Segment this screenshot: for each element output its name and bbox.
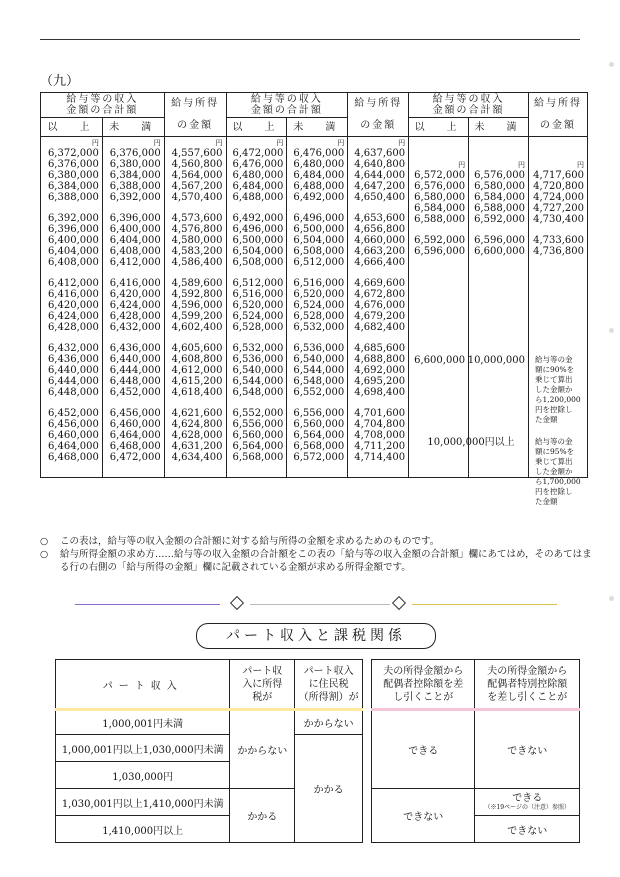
yen-unit: 円 xyxy=(337,139,345,147)
value-group xyxy=(43,343,99,398)
b3-income-list xyxy=(531,161,584,257)
col-b1-under xyxy=(102,137,164,478)
amount-cell: 6,444,000 xyxy=(109,365,161,376)
value-group xyxy=(105,213,161,268)
amount-cell: 4,692,000 xyxy=(354,365,406,376)
value-group xyxy=(229,343,284,398)
col-b2-income xyxy=(348,137,409,478)
amount-cell: 4,602,400 xyxy=(171,322,223,333)
value-group xyxy=(350,278,405,333)
amount-cell: 6,464,000 xyxy=(109,430,161,441)
amount-cell: 6,404,000 xyxy=(109,235,161,246)
amount-cell: 4,663,200 xyxy=(354,246,406,257)
amount-cell: 6,584,000 xyxy=(414,203,466,214)
row-over-1410000: 1,410,000円以上 xyxy=(56,816,230,843)
amount-cell: 6,392,000 xyxy=(47,213,99,224)
amount-cell: 6,416,000 xyxy=(47,289,99,300)
amount-cell: 6,544,000 xyxy=(232,376,284,387)
amount-cell: 6,376,000 xyxy=(47,159,99,170)
income-table xyxy=(40,92,588,506)
amount-cell: 6,484,000 xyxy=(232,181,284,192)
header-under: 未 満 xyxy=(469,118,529,137)
amount-cell: 6,436,000 xyxy=(109,343,161,354)
amount-cell: 6,440,000 xyxy=(47,365,99,376)
value-group xyxy=(43,213,99,268)
amount-cell: 6,532,000 xyxy=(232,343,284,354)
amount-cell: 6,420,000 xyxy=(109,289,161,300)
value-group xyxy=(105,278,161,333)
amount-cell: 4,730,400 xyxy=(533,214,584,225)
col-b1-from xyxy=(41,137,103,478)
amount-cell: 4,615,200 xyxy=(171,376,223,387)
amount-cell: 6,576,000 xyxy=(474,170,525,181)
b3-from-list xyxy=(411,161,465,257)
binding-hole xyxy=(609,62,614,67)
amount-cell: 6,556,000 xyxy=(232,419,284,430)
part-income-table xyxy=(55,659,363,843)
amount-cell: 6,448,000 xyxy=(109,376,161,387)
amount-cell: 4,672,800 xyxy=(354,289,406,300)
yen-unit: 円 xyxy=(458,161,466,169)
header-income-3: 給与所得 の金額 xyxy=(528,93,587,137)
amount-cell: 6,444,000 xyxy=(47,376,99,387)
header-gross-2: 給与等の収入 金額の合計額 xyxy=(226,93,348,118)
header-resident-tax: パート収入 に住民税 （所得割）が xyxy=(295,660,363,710)
amount-cell: 6,456,000 xyxy=(109,408,161,419)
header-gross-3: 給与等の収入 金額の合計額 xyxy=(409,93,529,118)
value-group xyxy=(167,148,223,203)
yen-unit: 円 xyxy=(517,161,525,169)
amount-cell: 6,456,000 xyxy=(47,419,99,430)
amount-cell: 4,656,800 xyxy=(354,224,406,235)
value-group xyxy=(289,408,344,463)
amount-cell: 4,596,000 xyxy=(171,300,223,311)
amount-cell: 4,717,600 xyxy=(533,170,584,181)
amount-cell: 4,685,600 xyxy=(354,343,406,354)
amount-cell: 6,540,000 xyxy=(232,365,284,376)
amount-cell: 4,599,200 xyxy=(171,311,223,322)
value-group xyxy=(43,278,99,333)
amount-cell: 6,600,000 xyxy=(474,246,525,257)
amount-cell: 6,404,000 xyxy=(47,246,99,257)
amount-cell: 4,576,800 xyxy=(171,224,223,235)
amount-cell: 6,520,000 xyxy=(293,289,345,300)
amount-cell: 4,669,600 xyxy=(354,278,406,289)
amount-cell: 6,556,000 xyxy=(293,408,345,419)
amount-cell: 4,653,600 xyxy=(354,213,406,224)
amount-cell: 6,560,000 xyxy=(293,419,345,430)
amount-cell: 6,492,000 xyxy=(232,213,284,224)
value-group xyxy=(289,278,344,333)
header-income-tax: パート収 入に所得 税が xyxy=(230,660,295,710)
amount-cell: 4,564,000 xyxy=(171,170,223,181)
value-group xyxy=(229,213,284,268)
reference-note: （※19ページの（注意）参照） xyxy=(484,803,570,811)
value-group xyxy=(350,408,405,463)
value-group xyxy=(411,170,465,225)
amount-cell: 4,666,400 xyxy=(354,257,406,268)
diamond-icon xyxy=(392,596,406,610)
amount-cell: 4,608,800 xyxy=(171,354,223,365)
amount-cell: 6,472,000 xyxy=(232,148,284,159)
amount-cell: 4,695,200 xyxy=(354,376,406,387)
header-under: 未 満 xyxy=(287,118,348,137)
amount-cell: 6,380,000 xyxy=(47,170,99,181)
resident-tax-taxed: かかる xyxy=(295,735,363,843)
amount-cell: 6,568,000 xyxy=(232,452,284,463)
diamond-icon xyxy=(230,596,244,610)
value-group xyxy=(471,170,525,225)
amount-cell: 6,508,000 xyxy=(232,257,284,268)
note-2: ○ 給与所得金額の求め方……給与等の収入金額の合計額をこの表の「給与等の収入金額の合計額」欄にあてはめ，そのあてはまる行の右側の「給与所得の金額」欄に記載されている金額が求める所得金額です。 xyxy=(40,549,592,573)
amount-cell: 4,679,200 xyxy=(354,311,406,322)
header-special-deduction: 夫の所得金額から 配偶者特別控除額 を差し引くことが xyxy=(475,660,580,710)
value-group xyxy=(350,213,405,268)
amount-cell: 6,416,000 xyxy=(109,278,161,289)
amount-cell: 6,400,000 xyxy=(109,224,161,235)
amount-cell: 4,567,200 xyxy=(171,181,223,192)
header-income-1: 給与所得 の金額 xyxy=(164,93,226,137)
amount-cell: 6,480,000 xyxy=(232,170,284,181)
deduction-table xyxy=(371,659,580,843)
amount-cell: 6,380,000 xyxy=(109,159,161,170)
amount-cell: 4,644,000 xyxy=(354,170,406,181)
amount-cell: 6,396,000 xyxy=(47,224,99,235)
value-group xyxy=(167,213,223,268)
amount-cell: 6,568,000 xyxy=(293,441,345,452)
binding-hole xyxy=(609,596,614,601)
amount-cell: 6,420,000 xyxy=(47,300,99,311)
amount-cell: 6,560,000 xyxy=(232,430,284,441)
amount-cell: 6,484,000 xyxy=(293,170,345,181)
divider-mid xyxy=(250,604,390,605)
amount-cell: 6,452,000 xyxy=(109,387,161,398)
col-b2-from xyxy=(226,137,287,478)
amount-cell: 6,440,000 xyxy=(109,354,161,365)
amount-cell: 6,596,000 xyxy=(414,246,466,257)
col-b1-income xyxy=(164,137,226,478)
header-spouse-deduction: 夫の所得金額から 配偶者控除額を差 し引くことが xyxy=(372,660,475,710)
amount-cell: 6,468,000 xyxy=(109,441,161,452)
spouse-deduction-cannot: できない xyxy=(372,789,475,843)
amount-cell: 6,528,000 xyxy=(293,311,345,322)
amount-cell: 4,557,600 xyxy=(171,148,223,159)
income-tax-taxed: かかる xyxy=(230,789,295,843)
amount-cell: 6,536,000 xyxy=(232,354,284,365)
value-group xyxy=(350,343,405,398)
amount-cell: 6,480,000 xyxy=(293,159,345,170)
amount-cell: 6,552,000 xyxy=(232,408,284,419)
amount-cell: 4,704,800 xyxy=(354,419,406,430)
amount-cell: 6,504,000 xyxy=(293,235,345,246)
amount-cell: 4,711,200 xyxy=(354,441,406,452)
header-gross-1: 給与等の収入 金額の合計額 xyxy=(41,93,165,118)
amount-cell: 4,570,400 xyxy=(171,192,223,203)
amount-cell: 4,589,600 xyxy=(171,278,223,289)
amount-cell: 6,408,000 xyxy=(47,257,99,268)
col-b2-under xyxy=(287,137,348,478)
range-under: 10,000,000 xyxy=(467,355,525,366)
amount-cell: 4,605,600 xyxy=(171,343,223,354)
value-group xyxy=(531,235,584,257)
amount-cell: 4,676,000 xyxy=(354,300,406,311)
value-group xyxy=(43,408,99,463)
amount-cell: 6,516,000 xyxy=(293,278,345,289)
amount-cell: 6,428,000 xyxy=(109,311,161,322)
amount-cell: 6,592,000 xyxy=(474,214,525,225)
amount-cell: 6,580,000 xyxy=(414,192,466,203)
amount-cell: 6,464,000 xyxy=(47,441,99,452)
amount-cell: 6,572,000 xyxy=(293,452,345,463)
amount-cell: 4,560,800 xyxy=(171,159,223,170)
header-from: 以 上 xyxy=(409,118,469,137)
value-group xyxy=(229,148,284,203)
amount-cell: 6,452,000 xyxy=(47,408,99,419)
value-group xyxy=(43,148,99,203)
amount-cell: 6,400,000 xyxy=(47,235,99,246)
value-group xyxy=(105,343,161,398)
amount-cell: 4,698,400 xyxy=(354,387,406,398)
amount-cell: 6,584,000 xyxy=(474,192,525,203)
amount-cell: 4,682,400 xyxy=(354,322,406,333)
amount-cell: 6,496,000 xyxy=(293,213,345,224)
income-tax-not-taxed: かからない xyxy=(230,710,295,789)
amount-cell: 6,524,000 xyxy=(293,300,345,311)
divider-left xyxy=(75,604,220,605)
amount-cell: 6,516,000 xyxy=(232,289,284,300)
col-b3-income xyxy=(528,137,587,506)
amount-cell: 4,624,800 xyxy=(171,419,223,430)
special-deduction-cannot-2: できない xyxy=(475,816,580,843)
amount-cell: 4,583,200 xyxy=(171,246,223,257)
amount-cell: 6,388,000 xyxy=(109,181,161,192)
amount-cell: 6,392,000 xyxy=(109,192,161,203)
amount-cell: 6,588,000 xyxy=(474,203,525,214)
amount-cell: 6,564,000 xyxy=(232,441,284,452)
amount-cell: 6,500,000 xyxy=(232,235,284,246)
amount-cell: 6,532,000 xyxy=(293,322,345,333)
part-income-title: パート収入と課税関係 xyxy=(196,623,436,649)
amount-cell: 6,508,000 xyxy=(293,246,345,257)
yen-unit: 円 xyxy=(398,139,406,147)
amount-cell: 4,612,000 xyxy=(171,365,223,376)
amount-cell: 6,460,000 xyxy=(109,419,161,430)
value-group xyxy=(105,408,161,463)
special-can-label: できる xyxy=(512,792,543,804)
amount-cell: 6,592,000 xyxy=(414,235,466,246)
range-from: 6,600,000 xyxy=(414,355,466,366)
amount-cell: 4,660,000 xyxy=(354,235,406,246)
amount-cell: 6,500,000 xyxy=(293,224,345,235)
amount-cell: 6,580,000 xyxy=(474,181,525,192)
yen-unit: 円 xyxy=(91,139,99,147)
amount-cell: 4,650,400 xyxy=(354,192,406,203)
section-label: （九） xyxy=(40,74,80,89)
value-group xyxy=(105,148,161,203)
special-deduction-can xyxy=(475,789,580,816)
amount-cell: 4,701,600 xyxy=(354,408,406,419)
amount-cell: 6,548,000 xyxy=(232,387,284,398)
amount-cell: 6,544,000 xyxy=(293,365,345,376)
amount-cell: 6,372,000 xyxy=(47,148,99,159)
amount-cell: 4,688,800 xyxy=(354,354,406,365)
value-group xyxy=(289,213,344,268)
value-group xyxy=(471,235,525,257)
value-group xyxy=(411,235,465,257)
divider-right xyxy=(412,604,557,605)
amount-cell: 6,496,000 xyxy=(232,224,284,235)
yen-unit: 円 xyxy=(153,139,161,147)
amount-cell: 6,468,000 xyxy=(47,452,99,463)
header-part-income: パート収入 xyxy=(56,660,230,710)
amount-cell: 4,586,400 xyxy=(171,257,223,268)
b3-under-list xyxy=(471,161,525,257)
special-deduction-cannot: できない xyxy=(475,710,580,789)
amount-cell: 4,628,000 xyxy=(171,430,223,441)
amount-cell: 4,736,800 xyxy=(533,246,584,257)
amount-cell: 6,520,000 xyxy=(232,300,284,311)
amount-cell: 6,528,000 xyxy=(232,322,284,333)
amount-cell: 4,637,600 xyxy=(354,148,406,159)
amount-cell: 4,621,600 xyxy=(171,408,223,419)
amount-cell: 6,432,000 xyxy=(47,343,99,354)
amount-cell: 6,572,000 xyxy=(414,170,466,181)
yen-unit: 円 xyxy=(215,139,223,147)
amount-cell: 4,640,800 xyxy=(354,159,406,170)
top-rule xyxy=(40,39,580,40)
amount-cell: 6,448,000 xyxy=(47,387,99,398)
amount-cell: 6,432,000 xyxy=(109,322,161,333)
amount-cell: 6,412,000 xyxy=(109,257,161,268)
value-group xyxy=(531,170,584,225)
amount-cell: 6,536,000 xyxy=(293,343,345,354)
amount-cell: 6,492,000 xyxy=(293,192,345,203)
amount-cell: 6,476,000 xyxy=(293,148,345,159)
amount-cell: 6,428,000 xyxy=(47,322,99,333)
amount-cell: 6,396,000 xyxy=(109,213,161,224)
amount-cell: 4,592,800 xyxy=(171,289,223,300)
amount-cell: 4,573,600 xyxy=(171,213,223,224)
over-note: 給与等の金 額に95%を 乗じて算出 した金額か ら1,700,000 円を控除し た金額 xyxy=(534,437,581,506)
row-1000001-1030000: 1,000,001円以上1,030,000円未満 xyxy=(56,735,230,762)
range-note: 給与等の金 額に90%を 乗じて算出 した金額か ら1,200,000 円を控除し た金額 xyxy=(534,355,581,424)
amount-cell: 4,714,400 xyxy=(354,452,406,463)
amount-cell: 6,512,000 xyxy=(293,257,345,268)
amount-cell: 6,540,000 xyxy=(293,354,345,365)
spouse-deduction-can: できる xyxy=(372,710,475,789)
amount-cell: 6,472,000 xyxy=(109,452,161,463)
binding-hole xyxy=(609,328,614,333)
row-1030000: 1,030,000円 xyxy=(56,762,230,789)
amount-cell: 4,724,000 xyxy=(533,192,584,203)
amount-cell: 4,647,200 xyxy=(354,181,406,192)
amount-cell: 6,436,000 xyxy=(47,354,99,365)
amount-cell: 6,376,000 xyxy=(109,148,161,159)
amount-cell: 4,634,400 xyxy=(171,452,223,463)
amount-cell: 6,504,000 xyxy=(232,246,284,257)
amount-cell: 6,384,000 xyxy=(109,170,161,181)
amount-cell: 4,708,000 xyxy=(354,430,406,441)
amount-cell: 6,460,000 xyxy=(47,430,99,441)
amount-cell: 6,596,000 xyxy=(474,235,525,246)
amount-cell: 4,720,800 xyxy=(533,181,584,192)
amount-cell: 4,733,600 xyxy=(533,235,584,246)
yen-unit: 円 xyxy=(276,139,284,147)
notes xyxy=(40,535,596,574)
amount-cell: 6,552,000 xyxy=(293,387,345,398)
value-group xyxy=(229,408,284,463)
value-group xyxy=(289,343,344,398)
value-group xyxy=(167,343,223,398)
value-group xyxy=(167,408,223,463)
resident-tax-not-taxed: かからない xyxy=(295,710,363,735)
header-from: 以 上 xyxy=(226,118,287,137)
over-label: 10,000,000円以上 xyxy=(427,437,515,448)
value-group xyxy=(229,278,284,333)
amount-cell: 4,580,000 xyxy=(171,235,223,246)
amount-cell: 6,488,000 xyxy=(232,192,284,203)
row-1030001-1410000: 1,030,001円以上1,410,000円未満 xyxy=(56,789,230,816)
amount-cell: 6,488,000 xyxy=(293,181,345,192)
amount-cell: 6,476,000 xyxy=(232,159,284,170)
amount-cell: 6,564,000 xyxy=(293,430,345,441)
yen-unit: 円 xyxy=(577,161,584,169)
value-group xyxy=(289,148,344,203)
header-from: 以 上 xyxy=(41,118,103,137)
amount-cell: 6,388,000 xyxy=(47,192,99,203)
amount-cell: 6,524,000 xyxy=(232,311,284,322)
amount-cell: 6,384,000 xyxy=(47,181,99,192)
amount-cell: 4,727,200 xyxy=(533,203,584,214)
amount-cell: 6,408,000 xyxy=(109,246,161,257)
amount-cell: 6,424,000 xyxy=(109,300,161,311)
amount-cell: 4,631,200 xyxy=(171,441,223,452)
value-group xyxy=(350,148,405,203)
col-b3-from xyxy=(409,137,469,478)
amount-cell: 6,412,000 xyxy=(47,278,99,289)
value-group xyxy=(167,278,223,333)
amount-cell: 6,424,000 xyxy=(47,311,99,322)
amount-cell: 6,576,000 xyxy=(414,181,466,192)
amount-cell: 4,618,400 xyxy=(171,387,223,398)
header-under: 未 満 xyxy=(102,118,164,137)
amount-cell: 6,512,000 xyxy=(232,278,284,289)
row-under-1000001: 1,000,001円未満 xyxy=(56,710,230,735)
header-income-2: 給与所得 の金額 xyxy=(348,93,409,137)
amount-cell: 6,548,000 xyxy=(293,376,345,387)
note-1: ○ この表は，給与等の収入金額の合計額に対する給与所得の金額を求めるためのものです。 xyxy=(40,536,440,547)
amount-cell: 6,588,000 xyxy=(414,214,466,225)
